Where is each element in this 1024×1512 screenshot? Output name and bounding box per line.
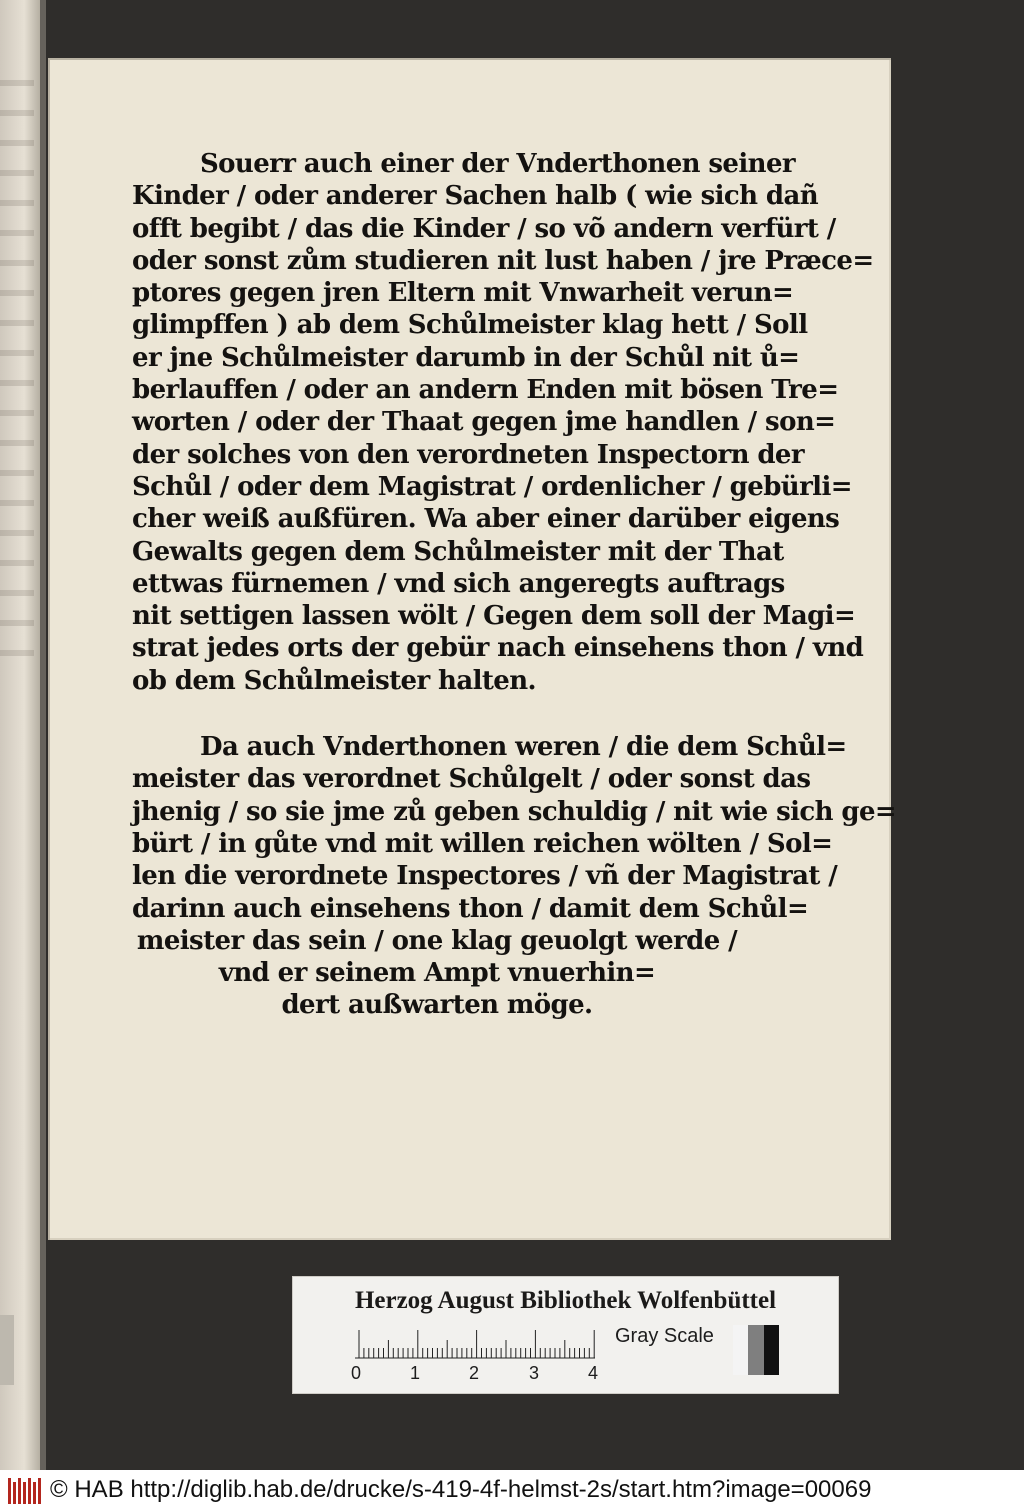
left-page-edge: [0, 0, 44, 1470]
ruler-digit: 2: [469, 1363, 480, 1383]
glass-plate-edge: [40, 0, 46, 1470]
text-line: worten / oder der Thaat gegen jme handlen / son=: [132, 407, 836, 438]
text-line: er jne Schůlmeister darumb in der Schůl nit ů=: [132, 342, 800, 373]
footer-credit: © HAB http://diglib.hab.de/drucke/s-419-4f-helmst-2s/start.htm?image=00069: [50, 1476, 872, 1503]
text-line: meister das sein / one klag geuolgt werde /: [136, 925, 738, 956]
ruler-icon: [355, 1329, 595, 1359]
text-line: berlauffen / oder an andern Enden mit bösen Tre=: [132, 375, 839, 406]
scanned-page: [48, 58, 897, 1240]
text-line: bürt / in gůte vnd mit willen reichen wölten / Sol=: [132, 828, 833, 859]
logo-bar: [23, 1482, 26, 1504]
logo-bar: [13, 1482, 16, 1504]
library-name: Herzog August Bibliothek Wolfenbüttel: [354, 1287, 777, 1314]
text-line: Schůl / oder dem Magistrat / ordenlicher / gebürli=: [132, 471, 852, 502]
text-line: cher weiß außfüren. Wa aber einer darüber eigens: [132, 504, 840, 535]
color-scale-card: [292, 1276, 839, 1394]
ruler-digit: 1: [410, 1363, 421, 1383]
text-line: ob dem Schůlmeister halten.: [132, 665, 536, 696]
text-line: dert außwarten möge.: [281, 990, 593, 1021]
gray-scale-label: Gray Scale: [615, 1325, 714, 1347]
text-line: Da auch Vnderthonen weren / die dem Schůl=: [200, 732, 847, 763]
text-line: ptores gegen jren Eltern mit Vnwarheit verun=: [132, 278, 794, 309]
text-line: oder sonst zům studieren nit lust haben / jre Præce=: [132, 245, 874, 276]
paragraph-1: [132, 148, 874, 697]
text-line: der solches von den verordneten Inspectorn der: [132, 439, 804, 470]
text-line: meister das verordnet Schůlgelt / oder sonst das: [132, 764, 811, 795]
page-text: [132, 148, 897, 1022]
logo-bar: [38, 1478, 41, 1504]
text-line: ettwas fürnemen / vnd sich angeregts auftrags: [132, 568, 785, 599]
left-page-tab: [0, 1315, 14, 1385]
paragraph-2: [132, 731, 897, 1022]
text-line: darinn auch einsehens thon / damit dem Schůl=: [132, 893, 809, 924]
text-line: vnd er seinem Ampt vnuerhin=: [218, 958, 656, 989]
gray-swatch-mid: [748, 1325, 763, 1375]
text-line: Gewalts gegen dem Schůlmeister mit der That: [132, 536, 784, 567]
text-line: jhenig / so sie jme zů geben schuldig / nit wie sich ge=: [132, 796, 897, 827]
text-line: strat jedes orts der gebür nach einsehens thon / vnd: [132, 633, 864, 664]
logo-bar: [28, 1478, 31, 1504]
text-line: Kinder / oder anderer Sachen halb ( wie sich dañ: [132, 181, 819, 212]
text-line: glimpffen ) ab dem Schůlmeister klag hett / Soll: [132, 310, 808, 341]
gray-scale-swatches: [733, 1325, 779, 1375]
text-line: nit settigen lassen wölt / Gegen dem soll der Magi=: [132, 601, 856, 632]
left-page-text-bleed: [0, 80, 34, 660]
gray-swatch-dark: [764, 1325, 779, 1375]
paragraph-gap: [132, 697, 742, 731]
logo-bar: [33, 1482, 36, 1504]
text-line: Souerr auch einer der Vnderthonen seiner: [200, 149, 795, 179]
ruler-digit: 4: [588, 1363, 599, 1383]
hab-logo-icon: [6, 1476, 42, 1506]
text-line: offt begibt / das die Kinder / so võ andern verfürt /: [132, 213, 836, 244]
logo-bar: [8, 1478, 11, 1504]
logo-bar: [18, 1478, 21, 1504]
gray-swatch-light: [733, 1325, 748, 1375]
footer-bar: [0, 1470, 1024, 1512]
text-line: len die verordnete Inspectores / vñ der Magistrat /: [132, 861, 838, 892]
ruler-digit: 0: [351, 1363, 362, 1383]
ruler-digit: 3: [529, 1363, 540, 1383]
